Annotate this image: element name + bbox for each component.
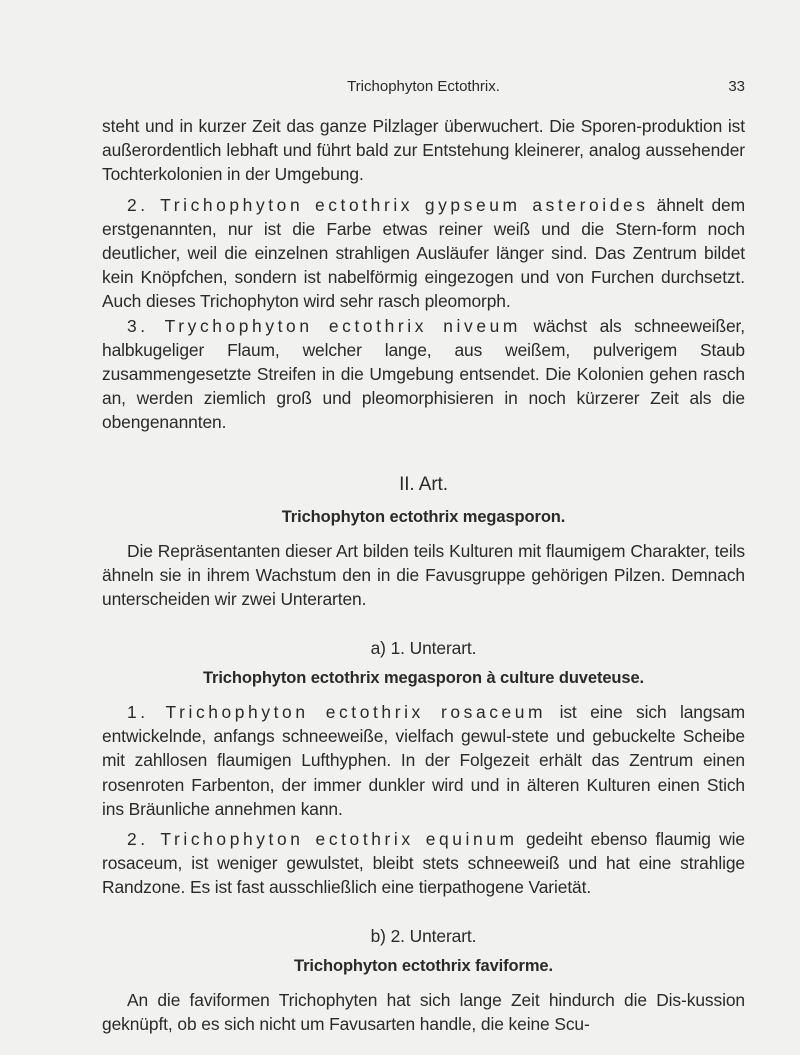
page-number: 33 [728,78,745,95]
paragraph-6-text: gedeiht ebenso flaumig wie rosaceum, ist weniger gewulstet, bleibt stets schneeweiß und hat eine strahlige Randzone. Es ist fast ausschließlich eine tierpathogene Varietät. [102,829,745,898]
section-heading: II. Art. [399,473,448,495]
paragraph-3 [102,314,745,435]
body-text [102,114,745,1037]
species-name-gypseum-asteroides: 2. Trichophyton ectothrix gypseum asteroides [127,194,649,215]
paragraph-5-text: ist eine sich langsam entwickelnde, anfangs schneeweiße, vielfach gewul-stete und gebuckelte Scheibe mit zahllosen flaumigen Lufthyphen. In der Folgezeit erhält das Zentrum einen rosenroten Farbenton, der immer dunkler wird und in älteren Kulturen einen Stich ins Bräunliche annehmen kann. [102,702,745,819]
section-subheading: Trichophyton ectothrix megasporon. [281,507,566,526]
paragraph-6 [102,827,745,900]
species-name-rosaceum: 1. Trichophyton ectothrix rosaceum [127,702,547,723]
species-name-equinum: 2. Trichophyton ectothrix equinum [127,829,518,850]
running-title: Trichophyton Ectothrix. [347,78,500,95]
paragraph-7: An die faviformen Trichophyten hat sich lange Zeit hindurch die Dis-kussion geknüpft, ob es sich nicht um Favusarten handle, die keine Scu- [102,990,745,1035]
subsection-a-heading: a) 1. Unterart. [370,637,477,658]
paragraph-4: Die Repräsentanten dieser Art bilden teils Kulturen mit flaumigem Charakter, teils ähneln sie in ihrem Wachstum den in die Favusgruppe gehörigen Pilzen. Demnach unterscheiden wir zwei Unterarten. [102,541,745,610]
subsection-b-subheading: Trichophyton ectothrix faviforme. [294,956,553,975]
paragraph-1: steht und in kurzer Zeit das ganze Pilzlager überwuchert. Die Sporen-produktion ist außerordentlich lebhaft und führt bald zur Entstehung kleinerer, analog aussehender Tochterkolonien in der Umgebung. [102,116,745,185]
paragraph-3-text: wächst als schneeweißer, halbkugeliger Flaum, welcher lange, aus weißem, pulverigem Staub zusammengesetzte Streifen in die Umgebung entsendet. Die Kolonien gehen rasch an, werden ziemlich groß und pleomorphisieren in noch kürzerer Zeit als die obengenannten. [102,315,746,433]
paragraph-2-text: ähnelt dem erstgenannten, nur ist die Farbe etwas reiner weiß und die Stern-form noch deutlicher, weil die einzelnen strahligen Ausläufer länger sind. Das Zentrum bildet kein Knöpfchen, sondern ist nabelförmig eingezogen und von Furchen durchsetzt. Auch dieses Trichophyton wird sehr rasch pleomorph. [102,194,746,312]
paragraph-2 [102,193,745,314]
subsection-a-subheading: Trichophyton ectothrix megasporon à culture duveteuse. [202,668,645,687]
species-name-niveum: 3. Trychophyton ectothrix niveum [127,315,521,336]
subsection-b-heading: b) 2. Unterart. [370,925,477,946]
running-head [102,78,745,100]
paragraph-5 [102,700,745,821]
